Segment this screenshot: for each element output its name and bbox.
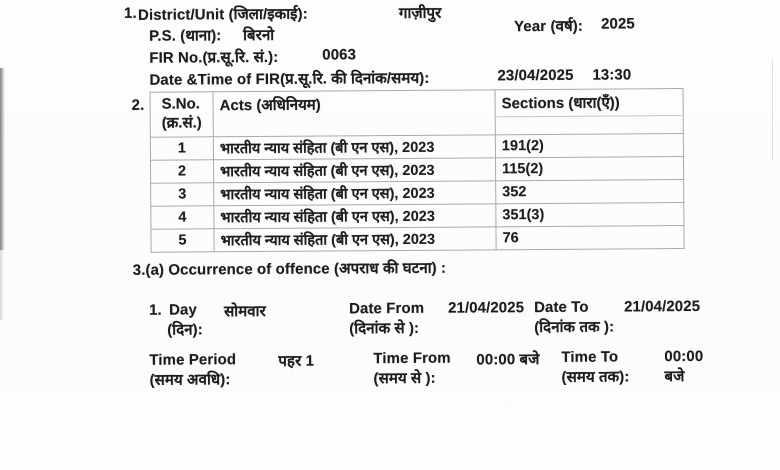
date-from-label-hi: (दिनांक से ): — [349, 319, 420, 338]
district-label: District/Unit (जिला/इकाई): — [137, 5, 308, 24]
year-value: 2025 — [600, 15, 635, 33]
fir-no-value: 0063 — [322, 46, 357, 64]
time-from-label-en: Time From — [373, 349, 451, 368]
time-to-label-en: Time To — [561, 348, 619, 366]
time-from-value: 00:00 बजे — [476, 351, 540, 369]
act-cell: भारतीय न्याय संहिता (बी एन एस), 2023 — [213, 135, 495, 160]
act-cell: भारतीय न्याय संहिता (बी एन एस), 2023 — [214, 181, 496, 206]
table-header-row — [150, 89, 683, 138]
act-cell: भारतीय न्याय संहिता (बी एन एस), 2023 — [213, 158, 495, 183]
sections-cell: 76 — [496, 226, 684, 250]
fir-datetime-label: Date &Time of FIR(प्र.सू.रि. की दिनांक/समय): — [149, 69, 430, 89]
table-row — [151, 226, 684, 253]
sno-header-hi: (क्र.सं.) — [161, 114, 202, 132]
acts-column-header: Acts (अधिनियम) — [213, 90, 495, 137]
sno-cell: 3 — [151, 183, 214, 206]
date-from-label-en: Date From — [348, 299, 425, 318]
sections-column-header: Sections (धारा(एँ)) — [495, 89, 683, 135]
date-from-value: 21/04/2025 — [447, 299, 525, 317]
day-value: सोमवार — [223, 302, 266, 321]
act-cell: भारतीय न्याय संहिता (बी एन एस), 2023 — [214, 227, 496, 252]
act-cell: भारतीय न्याय संहिता (बी एन एस), 2023 — [214, 204, 496, 229]
sno-cell: 2 — [150, 160, 213, 183]
section1-number: 1. — [123, 4, 137, 22]
day-label-en: Day — [168, 301, 197, 319]
fir-no-label: FIR No.(प्र.सू.रि. सं.): — [149, 48, 279, 67]
time-period-label-en: Time Period — [149, 351, 237, 369]
acts-sections-table — [150, 88, 685, 253]
sno-cell: 1 — [150, 137, 213, 160]
fir-time-value: 13:30 — [592, 66, 632, 84]
sno-column-header — [150, 92, 213, 137]
sno-cell: 4 — [151, 206, 214, 229]
date-to-label-hi: (दिनांक तक ): — [534, 318, 615, 337]
sno-cell: 5 — [151, 229, 214, 252]
ps-value: बिरनो — [243, 26, 275, 45]
sections-cell: 191(2) — [495, 134, 683, 158]
time-period-label-hi: (समय अवधि): — [149, 371, 231, 389]
time-period-value: पहर 1 — [278, 352, 315, 370]
scan-edge-shadow — [0, 68, 5, 250]
sections-cell: 352 — [496, 180, 684, 204]
day-label-hi: (दिन): — [167, 321, 203, 339]
sno-header-en: S.No. — [161, 95, 201, 113]
occurrence-heading: 3.(a) Occurrence of offence (अपराध की घटना) : — [132, 259, 447, 279]
ps-label: P.S. (थाना): — [149, 27, 222, 45]
date-to-label-en: Date To — [533, 298, 589, 317]
time-to-value-line1: 00:00 — [664, 347, 704, 366]
district-value: गाज़ीपुर — [398, 4, 442, 23]
year-label: Year (वर्ष): — [514, 17, 584, 36]
scan-right-artifact — [772, 60, 773, 160]
sections-cell: 115(2) — [495, 157, 683, 181]
date-to-value: 21/04/2025 — [623, 297, 701, 316]
time-from-label-hi: (समय से ): — [373, 369, 436, 388]
day-number: 1. — [148, 301, 162, 319]
fir-date-value: 23/04/2025 — [497, 66, 574, 85]
sections-cell: 351(3) — [496, 203, 684, 227]
time-to-label-hi: (समय तक): — [561, 368, 630, 386]
scan-edge-shadow-faint — [0, 250, 4, 320]
section2-number: 2. — [131, 96, 145, 114]
time-to-value-line2: बजे — [664, 368, 685, 386]
